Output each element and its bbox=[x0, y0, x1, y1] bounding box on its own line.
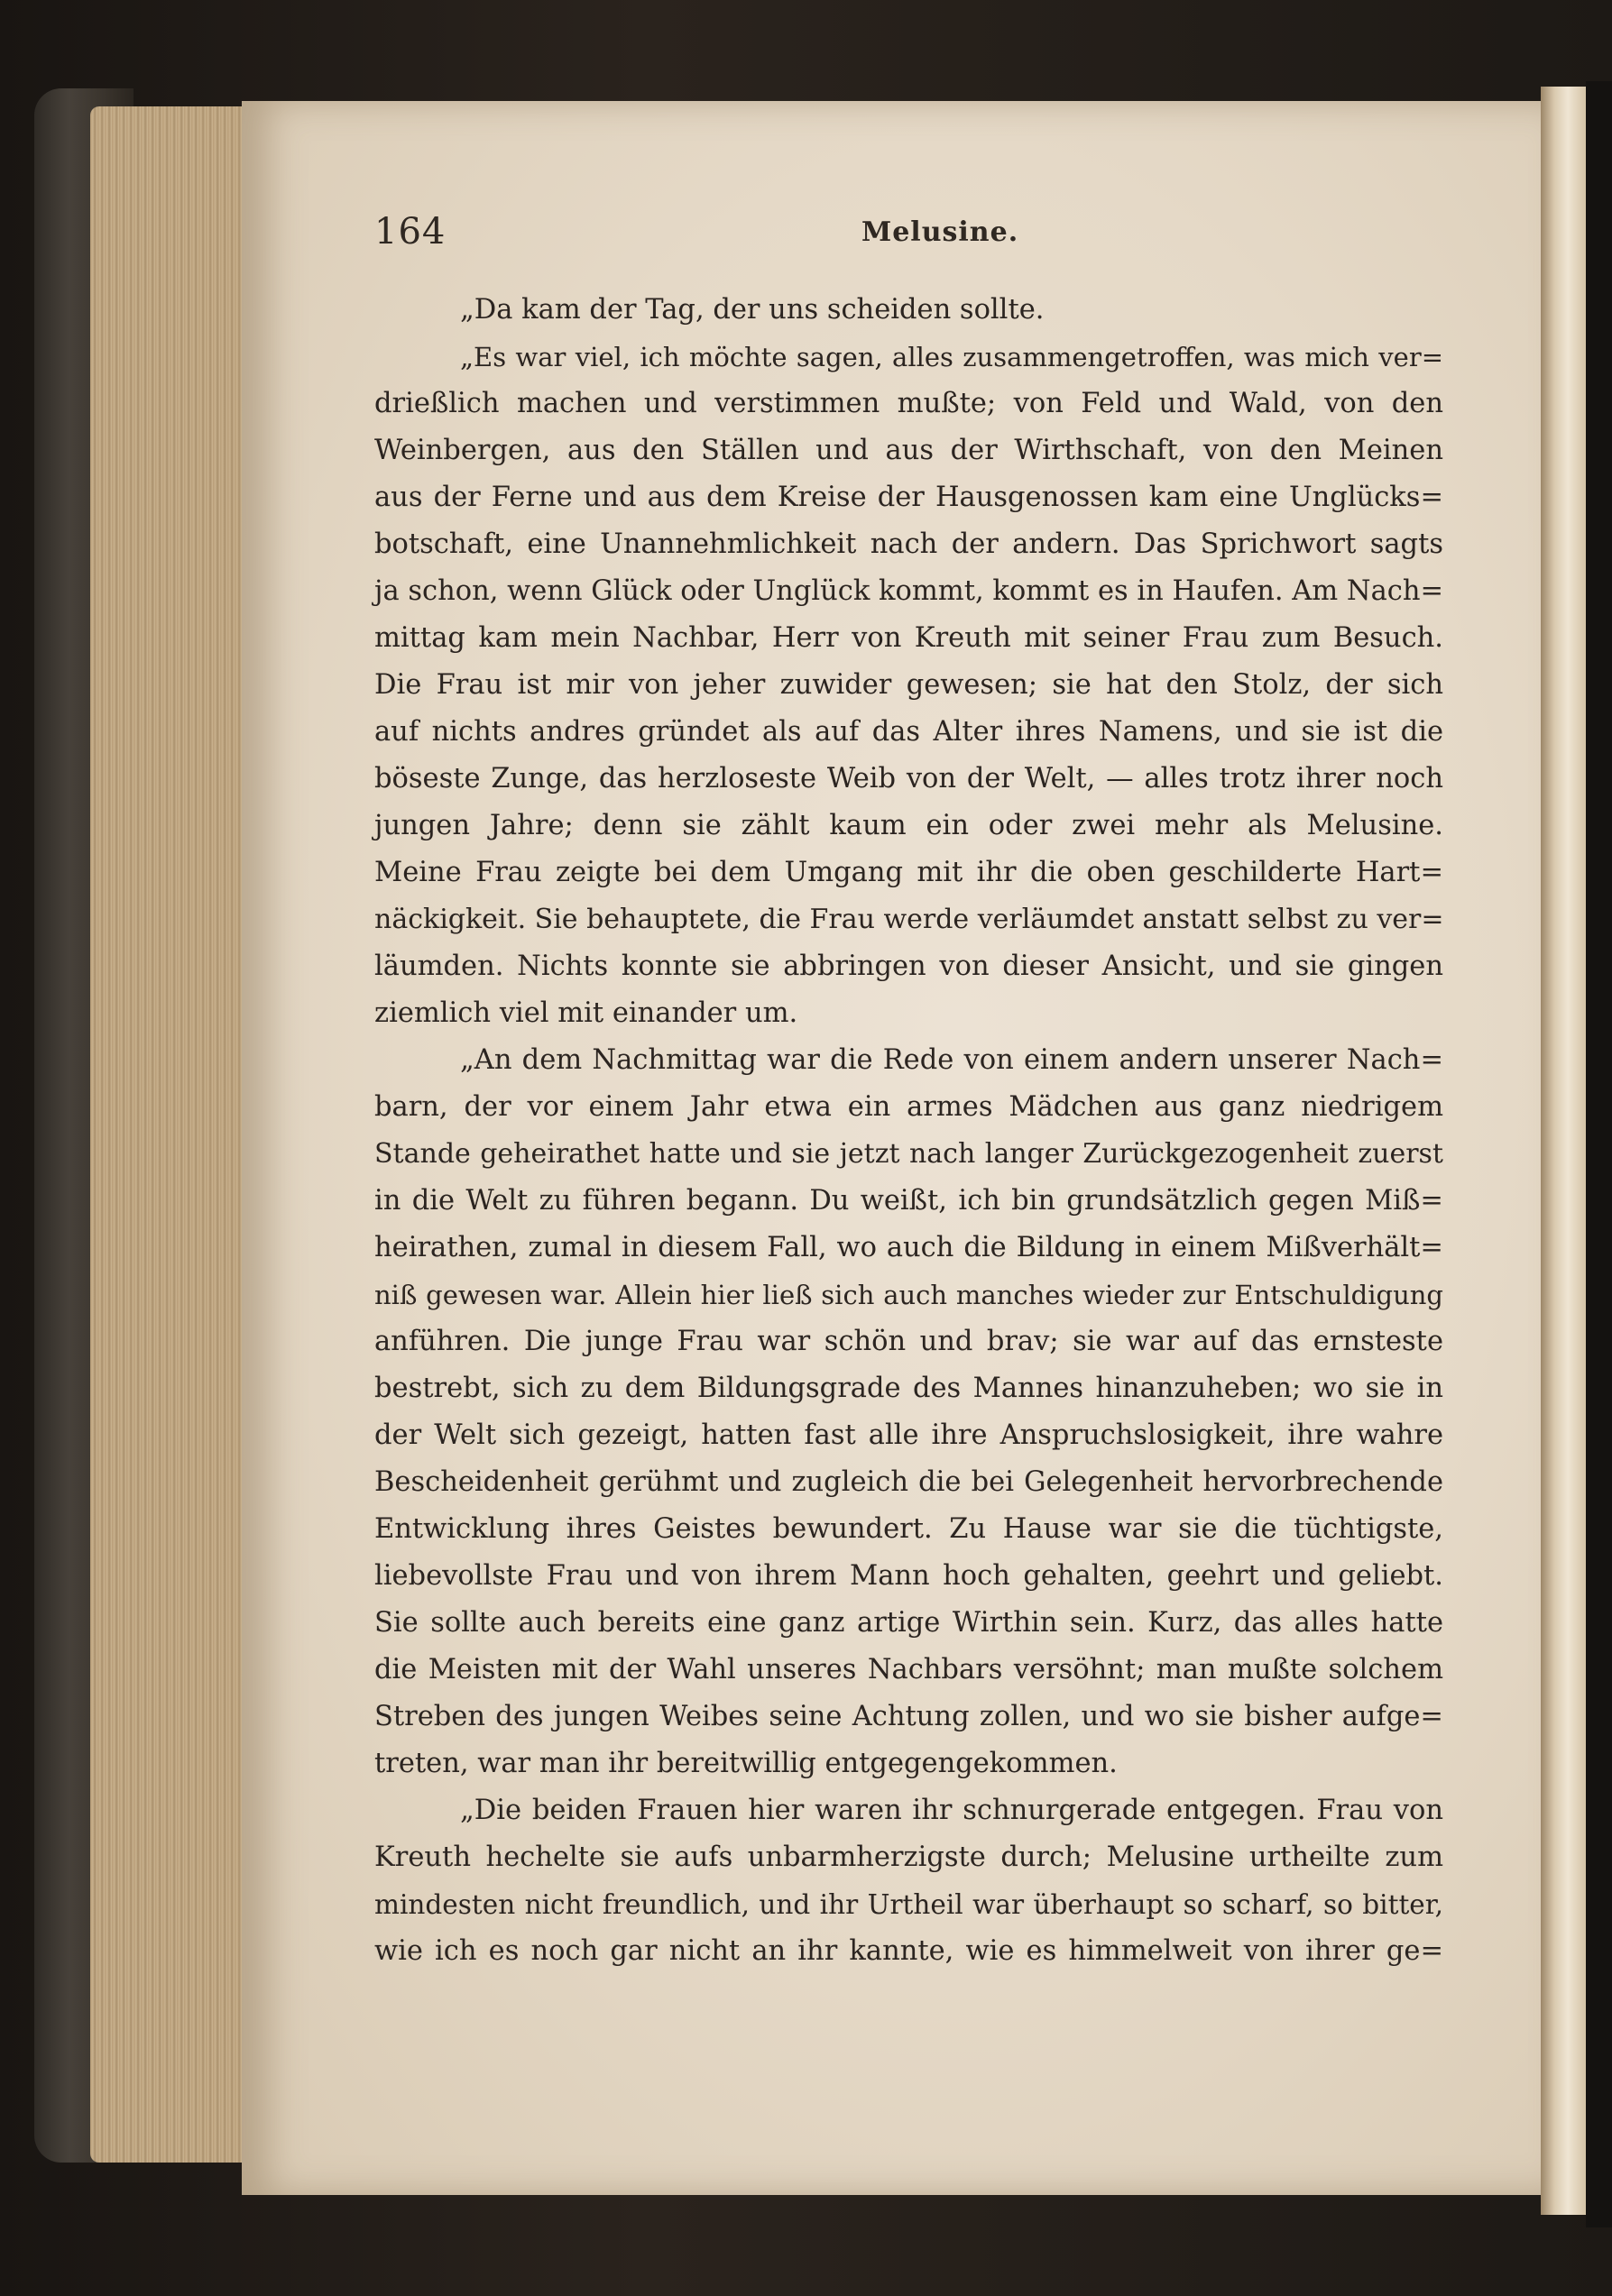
text-line: der Welt sich gezeigt, hatten fast alle ihre Anspruchslosigkeit, ihre wahre bbox=[374, 1419, 1443, 1451]
text-line: jungen Jahre; denn sie zählt kaum ein oder zwei mehr als Melusine. bbox=[374, 810, 1443, 841]
text-line: Meine Frau zeigte bei dem Umgang mit ihr die oben geschilderte Hart= bbox=[374, 857, 1443, 888]
text-line: „Die beiden Frauen hier waren ihr schnurgerade entgegen. Frau von bbox=[460, 1795, 1443, 1826]
text-line: „An dem Nachmittag war die Rede von einem andern unserer Nach= bbox=[460, 1044, 1443, 1076]
text-line: die Meisten mit der Wahl unseres Nachbars versöhnt; man mußte solchem bbox=[374, 1654, 1443, 1685]
text-line: Entwicklung ihres Geistes bewundert. Zu Hause war sie die tüchtigste, bbox=[374, 1513, 1443, 1545]
text-line: ziemlich viel mit einander um. bbox=[374, 997, 798, 1029]
text-line: heirathen, zumal in diesem Fall, wo auch die Bildung in einem Mißverhält= bbox=[374, 1232, 1443, 1263]
text-line: ja schon, wenn Glück oder Unglück kommt, kommt es in Haufen. Am Nach= bbox=[374, 575, 1444, 607]
text-line: niß gewesen war. Allein hier ließ sich auch manches wieder zur Entschuldigung bbox=[374, 1280, 1443, 1310]
text-line: „Da kam der Tag, der uns scheiden sollte. bbox=[460, 294, 1045, 326]
text-line: drießlich machen und verstimmen mußte; von Feld und Wald, von den bbox=[374, 388, 1443, 419]
text-line: Kreuth hechelte sie aufs unbarmherzigste durch; Melusine urtheilte zum bbox=[374, 1841, 1443, 1873]
text-line: mindesten nicht freundlich, und ihr Urtheil war überhaupt so scharf, so bitter, bbox=[374, 1889, 1443, 1920]
text-line: Stande geheirathet hatte und sie jetzt nach langer Zurückgezogenheit zuerst bbox=[374, 1138, 1443, 1170]
text-line: näckigkeit. Sie behauptete, die Frau werde verläumdet anstatt selbst zu ver= bbox=[374, 904, 1444, 935]
text-line: Weinbergen, aus den Ställen und aus der Wirthschaft, von den Meinen bbox=[374, 435, 1443, 466]
text-line: „Es war viel, ich möchte sagen, alles zusammengetroffen, was mich ver= bbox=[460, 342, 1443, 372]
text-line: barn, der vor einem Jahr etwa ein armes Mädchen aus ganz niedrigem bbox=[374, 1091, 1443, 1123]
text-line: wie ich es noch gar nicht an ihr kannte, wie es himmelweit von ihrer ge= bbox=[374, 1935, 1443, 1967]
text-line: treten, war man ihr bereitwillig entgegengekommen. bbox=[374, 1748, 1118, 1779]
page-number: 164 bbox=[374, 211, 447, 253]
text-line: botschaft, eine Unannehmlichkeit nach der andern. Das Sprichwort sagts bbox=[374, 528, 1443, 560]
text-line: anführen. Die junge Frau war schön und brav; sie war auf das ernsteste bbox=[374, 1326, 1443, 1357]
text-line: auf nichts andres gründet als auf das Alter ihres Namens, und sie ist die bbox=[374, 716, 1443, 748]
text-line: Die Frau ist mir von jeher zuwider gewesen; sie hat den Stolz, der sich bbox=[374, 669, 1443, 701]
text-line: böseste Zunge, das herzloseste Weib von der Welt, — alles trotz ihrer noch bbox=[374, 763, 1443, 794]
text-line: Streben des jungen Weibes seine Achtung zollen, und wo sie bisher aufge= bbox=[374, 1701, 1443, 1732]
text-line: Bescheidenheit gerühmt und zugleich die bei Gelegenheit hervorbrechende bbox=[374, 1466, 1443, 1498]
page-header bbox=[374, 200, 1475, 272]
text-line: Sie sollte auch bereits eine ganz artige Wirthin sein. Kurz, das alles hatte bbox=[374, 1607, 1443, 1639]
text-line: in die Welt zu führen begann. Du weißt, ich bin grundsätzlich gegen Miß= bbox=[374, 1185, 1443, 1217]
facing-page-edge bbox=[1541, 87, 1586, 2215]
text-line: aus der Ferne und aus dem Kreise der Hausgenossen kam eine Unglücks= bbox=[374, 482, 1443, 513]
right-background bbox=[1586, 81, 1612, 2227]
text-line: mittag kam mein Nachbar, Herr von Kreuth mit seiner Frau zum Besuch. bbox=[374, 622, 1443, 654]
text-line: liebevollste Frau und von ihrem Mann hoch gehalten, geehrt und geliebt. bbox=[374, 1560, 1443, 1592]
running-title: Melusine. bbox=[861, 216, 1019, 248]
page-edges bbox=[90, 106, 251, 2163]
text-line: bestrebt, sich zu dem Bildungsgrade des Mannes hinanzuheben; wo sie in bbox=[374, 1373, 1443, 1404]
body-text bbox=[374, 287, 1443, 1975]
text-line: läumden. Nichts konnte sie abbringen von dieser Ansicht, und sie gingen bbox=[374, 951, 1443, 982]
